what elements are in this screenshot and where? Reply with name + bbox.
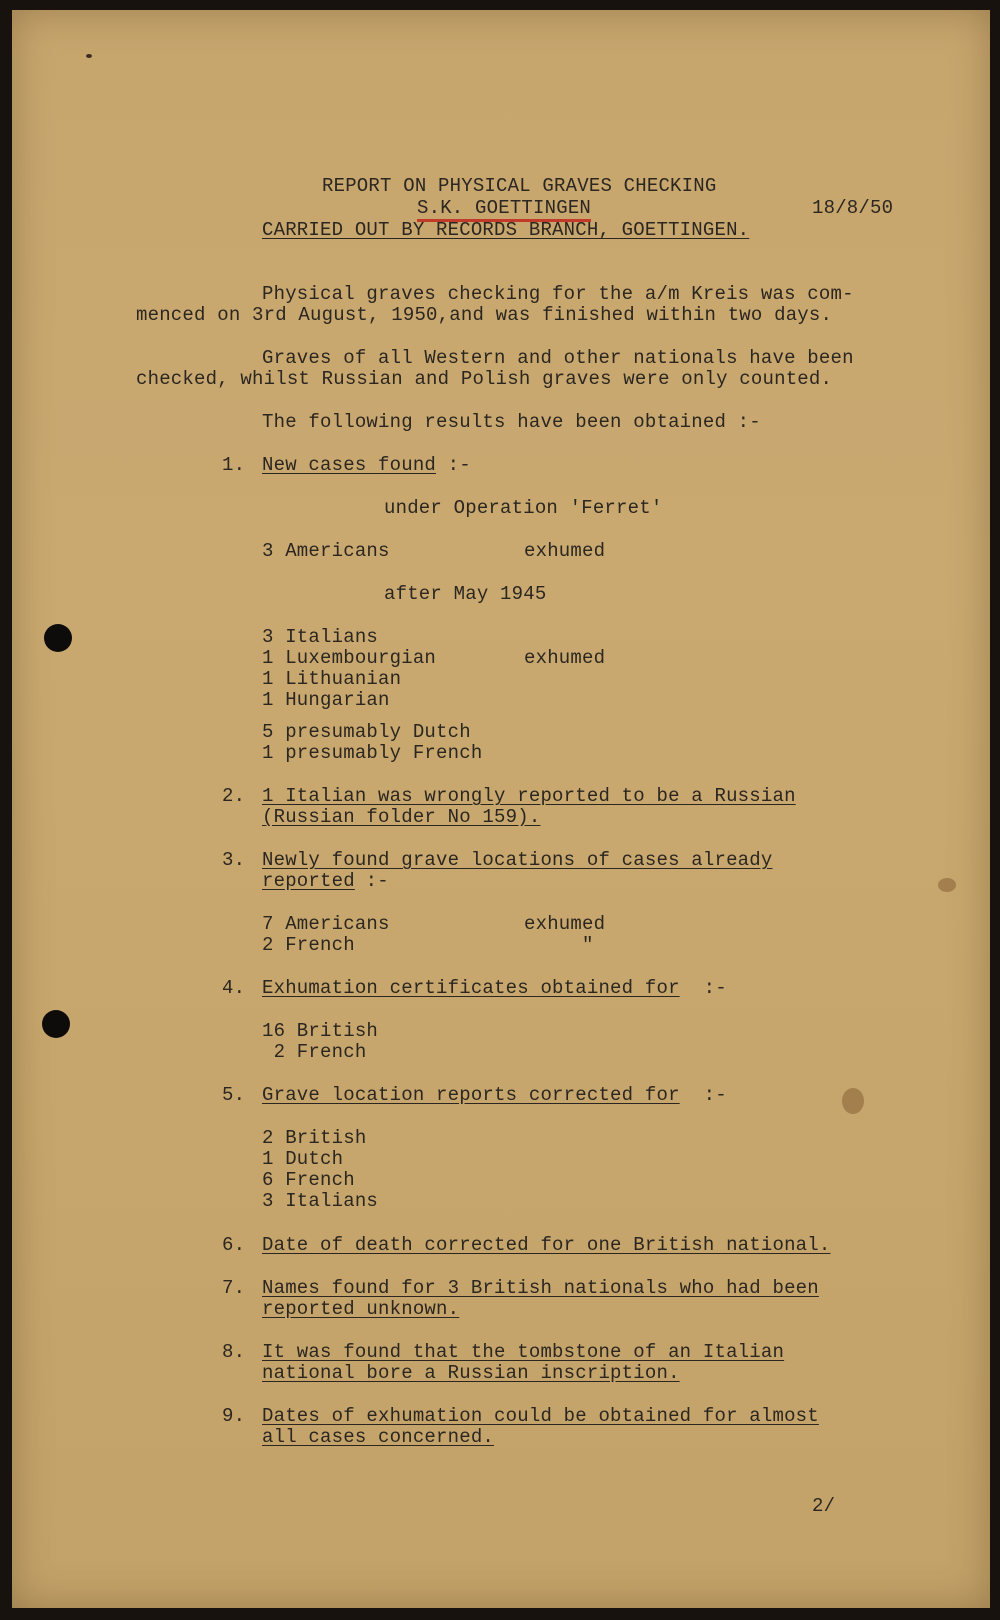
item-5-heading: Grave location reports corrected for — [262, 1084, 680, 1106]
item-1-ferret-nationality: 3 Americans — [262, 540, 390, 562]
carried-out-by: CARRIED OUT BY RECORDS BRANCH, GOETTINGEN. — [262, 219, 750, 241]
item-7-number: 7. — [222, 1277, 246, 1299]
intro-paragraph-2-line-1: Graves of all Western and other nationals have been — [262, 347, 854, 369]
item-6-line-1: Date of death corrected for one British national. — [262, 1234, 831, 1256]
intro-paragraph-3: The following results have been obtained :- — [262, 411, 761, 433]
item-8-line-2: national bore a Russian inscription. — [262, 1362, 680, 1384]
document-page — [12, 10, 990, 1608]
item-3-row-status: exhumed — [524, 913, 606, 935]
item-1-row: 1 Hungarian — [262, 689, 390, 711]
item-4-row: 2 French — [262, 1041, 367, 1063]
item-5-row: 6 French — [262, 1169, 355, 1191]
item-3-suffix: :- — [354, 870, 389, 892]
item-3-row-status: " — [582, 934, 594, 956]
item-9-line-2: all cases concerned. — [262, 1426, 495, 1448]
item-9-number: 9. — [222, 1405, 246, 1427]
item-3-number: 3. — [222, 849, 246, 871]
item-4-heading: Exhumation certificates obtained for — [262, 977, 680, 999]
item-7-line-1: Names found for 3 British nationals who had been — [262, 1277, 819, 1299]
punch-hole-top — [44, 624, 72, 652]
item-1-subheading-ferret: under Operation 'Ferret' — [384, 497, 663, 519]
item-8-line-1: It was found that the tombstone of an Italian — [262, 1341, 785, 1363]
item-7-line-2: reported unknown. — [262, 1298, 460, 1320]
item-3-line-1: Newly found grave locations of cases already — [262, 849, 773, 871]
item-3-line-2: reported — [262, 870, 355, 892]
item-5-row: 1 Dutch — [262, 1148, 344, 1170]
item-5-row: 2 British — [262, 1127, 367, 1149]
report-title: REPORT ON PHYSICAL GRAVES CHECKING — [322, 175, 717, 197]
item-4-row: 16 British — [262, 1020, 379, 1042]
item-1-suffix: :- — [436, 454, 471, 476]
item-5-number: 5. — [222, 1084, 246, 1106]
item-4-number: 4. — [222, 977, 246, 999]
intro-paragraph-1-line-1: Physical graves checking for the a/m Kreis was com- — [262, 283, 854, 305]
report-date: 18/8/50 — [812, 197, 894, 219]
item-2-number: 2. — [222, 785, 246, 807]
item-2-line-1: 1 Italian was wrongly reported to be a Russian — [262, 785, 796, 807]
item-6-number: 6. — [222, 1234, 246, 1256]
intro-paragraph-2-line-2: checked, whilst Russian and Polish graves were only counted. — [136, 368, 833, 390]
item-1-presumed-row: 1 presumably French — [262, 742, 483, 764]
item-1-row: 3 Italians — [262, 626, 379, 648]
item-1-row: 1 Luxembourgian — [262, 647, 437, 669]
item-1-after-may-status: exhumed — [524, 647, 606, 669]
item-1-subheading-after-may: after May 1945 — [384, 583, 547, 605]
item-1-number: 1. — [222, 454, 246, 476]
ink-speck — [86, 54, 92, 58]
item-1-row: 1 Lithuanian — [262, 668, 402, 690]
item-9-line-1: Dates of exhumation could be obtained for almost — [262, 1405, 819, 1427]
item-8-number: 8. — [222, 1341, 246, 1363]
item-4-suffix: :- — [692, 977, 727, 999]
stain-mark — [938, 878, 956, 892]
item-1-heading: New cases found — [262, 454, 437, 476]
page-marker: 2/ — [812, 1495, 836, 1517]
stain-mark — [842, 1088, 864, 1114]
intro-paragraph-1-line-2: menced on 3rd August, 1950,and was finished within two days. — [136, 304, 833, 326]
item-2-line-2: (Russian folder No 159). — [262, 806, 541, 828]
item-3-row-nationality: 7 Americans — [262, 913, 390, 935]
item-5-row: 3 Italians — [262, 1190, 379, 1212]
item-5-suffix: :- — [692, 1084, 727, 1106]
item-1-ferret-status: exhumed — [524, 540, 606, 562]
report-subtitle: S.K. GOETTINGEN — [417, 198, 591, 222]
item-1-presumed-row: 5 presumably Dutch — [262, 721, 471, 743]
item-3-row-nationality: 2 French — [262, 934, 355, 956]
punch-hole-bottom — [42, 1010, 70, 1038]
